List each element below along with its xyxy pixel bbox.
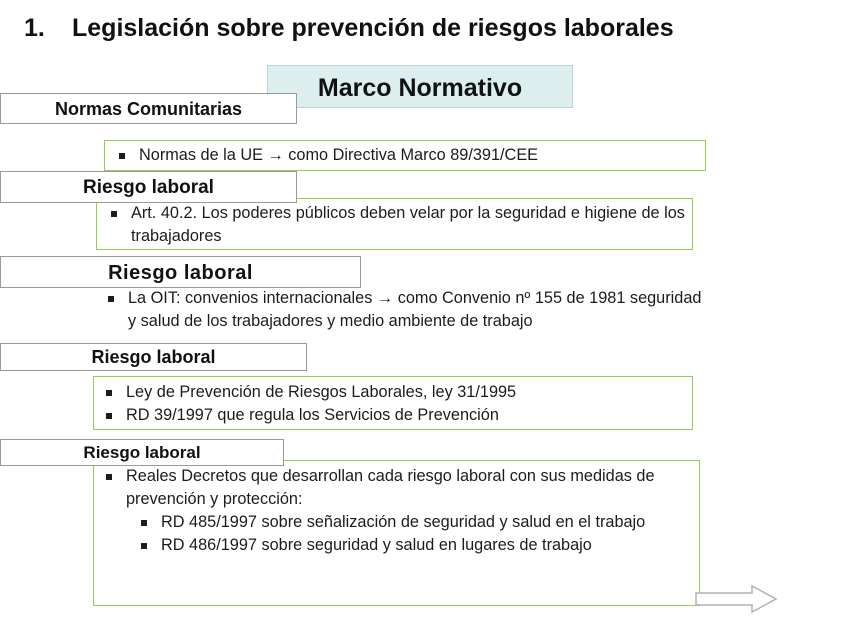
bullet-list [94, 287, 714, 333]
section-box-ley-prl [93, 376, 693, 430]
sub-bullet-list [94, 511, 699, 557]
bullet-item: Normas de la UE → como Directiva Marco 89/391/CEE [115, 144, 705, 167]
section-box-constitucion [96, 198, 693, 250]
bullet-list [94, 377, 692, 427]
bullet-list [97, 199, 692, 248]
section-label-riesgo-laboral-4: Riesgo laboral [0, 439, 284, 466]
bullet-item: Ley de Prevención de Riesgos Laborales, ley 31/1995 [102, 381, 692, 404]
title-text: Legislación sobre prevención de riesgos laborales [72, 14, 674, 42]
bullet-list [94, 461, 699, 511]
bullet-item: La OIT: convenios internacionales → como Convenio nº 155 de 1981 seguridad y salud de los trabajadores y medio ambiente de trabajo [104, 287, 714, 333]
section-text-oit [94, 287, 714, 333]
section-box-reales-decretos [93, 460, 700, 606]
sub-bullet-item: RD 486/1997 sobre seguridad y salud en lugares de trabajo [137, 534, 699, 557]
section-label-riesgo-laboral-2: Riesgo laboral [0, 256, 361, 288]
bullet-item: Art. 40.2. Los poderes públicos deben velar por la seguridad e higiene de los trabajadores [107, 202, 692, 248]
arrow-right-icon[interactable] [694, 583, 780, 615]
marco-normativo-header: Marco Normativo [267, 65, 573, 108]
title-number: 1. [24, 14, 45, 42]
bullet-list [105, 141, 705, 167]
bullet-item: RD 39/1997 que regula los Servicios de Prevención [102, 404, 692, 427]
sub-bullet-item: RD 485/1997 sobre señalización de seguridad y salud en el trabajo [137, 511, 699, 534]
section-box-normas-ue [104, 140, 706, 171]
section-label-normas-comunitarias: Normas Comunitarias [0, 93, 297, 124]
section-label-riesgo-laboral-3: Riesgo laboral [0, 343, 307, 371]
section-label-riesgo-laboral-1: Riesgo laboral [0, 171, 297, 203]
bullet-item: Reales Decretos que desarrollan cada riesgo laboral con sus medidas de prevención y protección: [102, 465, 699, 511]
page-title [24, 14, 674, 43]
arrow-right-icon-graphic [694, 583, 780, 615]
